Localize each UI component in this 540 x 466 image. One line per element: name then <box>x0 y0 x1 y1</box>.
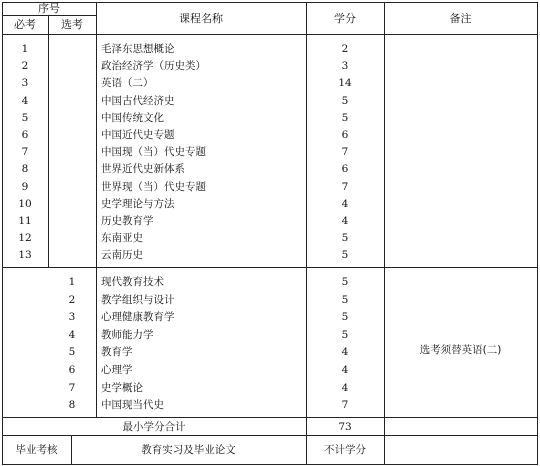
course-credit: 6 <box>341 129 349 141</box>
course-credit: 7 <box>341 180 349 193</box>
course-name: 政治经济学（历史类） <box>101 60 206 73</box>
course-credit: 7 <box>341 146 349 159</box>
header-credits: 学分 <box>334 12 356 25</box>
course-name: 东南亚史 <box>101 232 143 245</box>
course-name: 毛泽东思想概论 <box>101 43 175 55</box>
course-credit: 14 <box>338 77 352 90</box>
course-credit: 5 <box>341 328 349 341</box>
required-section-bottom-border <box>2 267 538 268</box>
course-credit: 5 <box>341 293 349 306</box>
total-label: 最小学分合计 <box>122 421 186 433</box>
header-course-name: 课程名称 <box>179 12 223 25</box>
course-name: 中国古代经济史 <box>101 94 175 107</box>
course-name: 教学组织与设计 <box>101 293 175 306</box>
course-number: 1 <box>68 276 76 288</box>
course-credit: 5 <box>341 94 349 107</box>
graduation-credit: 不计学分 <box>324 444 366 456</box>
course-name: 云南历史 <box>101 249 143 262</box>
course-credit: 7 <box>341 399 349 412</box>
course-number: 8 <box>68 399 76 412</box>
course-name: 中国近代史专题 <box>101 129 175 141</box>
course-name: 世界近代史新体系 <box>101 163 185 176</box>
course-name: 史学概论 <box>101 381 143 394</box>
course-number: 2 <box>21 60 29 73</box>
header-remarks: 备注 <box>449 12 472 25</box>
course-number: 3 <box>68 311 76 324</box>
elective-section-bottom-border <box>2 417 538 418</box>
credit-remark-divider <box>384 2 385 465</box>
course-number: 11 <box>18 215 32 227</box>
course-name: 教育学 <box>101 346 133 359</box>
course-name: 中国现（当）代史专题 <box>101 146 206 159</box>
course-credit: 3 <box>341 60 349 73</box>
graduation-item: 教育实习及毕业论文 <box>141 444 236 456</box>
course-number: 5 <box>21 111 29 124</box>
header-required: 必考 <box>14 18 36 31</box>
graduation-label: 毕业考核 <box>15 444 58 456</box>
course-number: 9 <box>21 180 29 193</box>
course-credit: 5 <box>341 311 349 324</box>
course-number: 3 <box>21 77 29 90</box>
total-row-bottom-border <box>2 435 538 436</box>
course-credit: 6 <box>341 163 349 176</box>
course-number: 4 <box>21 94 29 107</box>
course-credit: 4 <box>341 197 349 210</box>
course-credit: 2 <box>341 43 349 55</box>
course-credit: 5 <box>341 232 349 245</box>
course-number: 5 <box>68 346 76 359</box>
required-elective-divider <box>48 15 49 268</box>
course-credit: 5 <box>341 249 349 262</box>
course-number: 7 <box>68 381 76 394</box>
course-name: 中国传统文化 <box>101 111 164 124</box>
header-seq: 序号 <box>38 2 60 15</box>
course-number: 10 <box>18 197 32 210</box>
course-name: 现代教育技术 <box>101 276 164 288</box>
table-bottom-border <box>2 464 538 465</box>
course-credit: 4 <box>341 215 349 227</box>
course-name: 英语（二） <box>101 77 154 90</box>
course-credit: 5 <box>341 276 349 288</box>
course-name: 世界现（当）代史专题 <box>101 180 206 193</box>
course-number: 13 <box>18 249 32 262</box>
course-name: 历史教育学 <box>101 215 154 227</box>
course-name: 史学理论与方法 <box>101 197 175 210</box>
course-credit: 5 <box>341 111 349 124</box>
course-name: 教师能力学 <box>101 328 154 341</box>
header-elective: 选考 <box>61 18 83 31</box>
elective-remark: 选考须替英语(二) <box>419 344 502 356</box>
course-number: 6 <box>68 364 76 376</box>
course-number: 1 <box>21 43 29 55</box>
total-credit-value: 73 <box>338 421 352 433</box>
course-number: 4 <box>68 328 76 341</box>
course-number: 2 <box>68 293 76 306</box>
course-credit: 4 <box>341 381 349 394</box>
course-credit: 4 <box>341 364 349 376</box>
course-name: 心理健康教育学 <box>101 311 175 324</box>
course-number: 8 <box>21 163 29 176</box>
course-name: 心理学 <box>101 364 133 376</box>
course-credit: 4 <box>341 346 349 359</box>
course-number: 12 <box>18 232 32 245</box>
seq-name-divider <box>96 2 97 418</box>
table-right-border <box>537 2 538 465</box>
course-name: 中国现当代史 <box>101 399 164 412</box>
header-bottom-border <box>2 34 538 35</box>
course-number: 7 <box>21 146 29 159</box>
course-number: 6 <box>21 129 29 141</box>
